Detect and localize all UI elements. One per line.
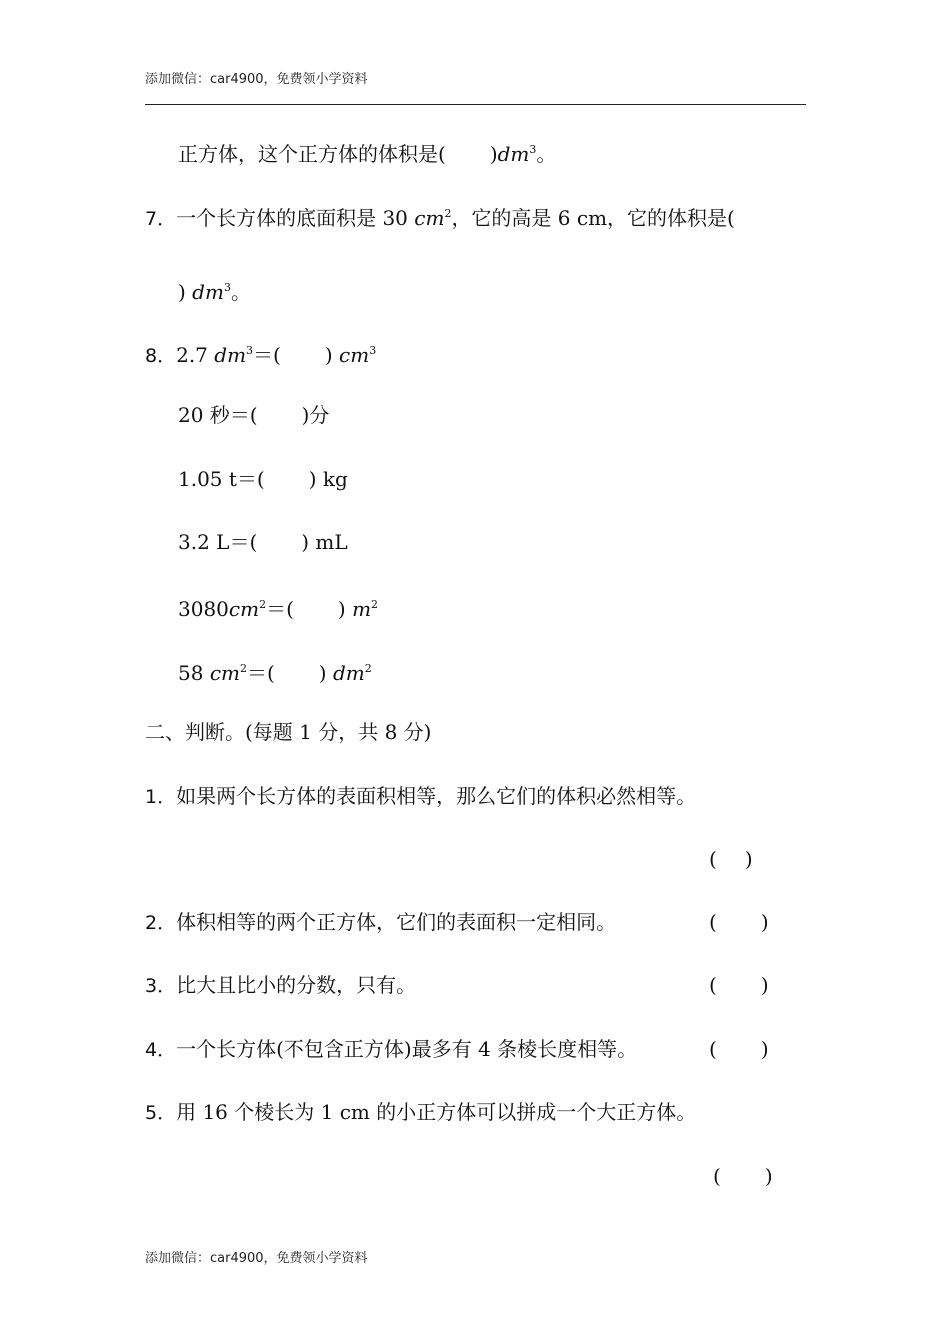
judge-item-2-answer[interactable]: ( ) [709,910,769,934]
page-header: 添加微信：car4900，免费领小学资料 [145,72,368,87]
judge-item-4-answer[interactable]: ( ) [709,1037,769,1061]
section-2-title: 二、判断。(每题 1 分，共 8 分) [145,720,432,744]
judge-item-3: 3．比大且比小的分数，只有。 [145,973,417,997]
question-8-line-5: $3080cm^2=$( ) $m^2$ [178,597,379,621]
question-7: 7．一个长方体的底面积是 30 $cm^2$，它的高是 6 cm，它的体积是( [145,206,735,230]
judge-item-1-answer[interactable]: ( ) [709,847,753,871]
judge-item-4: 4．一个长方体(不包含正方体)最多有 4 条棱长度相等。 [145,1037,638,1061]
question-7-cont: ) $dm^3$。 [178,280,251,304]
judge-item-5-answer[interactable]: ( ) [713,1164,773,1188]
judge-item-3-answer[interactable]: ( ) [709,973,769,997]
question-8-line-2: 20 秒＝( )分 [178,403,330,427]
question-8-line-1: 8．2.7 $dm^3=$( ) $cm^3$ [145,343,377,367]
judge-item-2: 2．体积相等的两个正方体，它们的表面积一定相同。 [145,910,617,934]
question-8-line-3: 1.05 t＝( ) kg [178,467,348,491]
q6-continuation: 正方体，这个正方体的体积是( )$dm^3$。 [178,142,557,166]
page-footer: 添加微信：car4900，免费领小学资料 [145,1251,368,1266]
question-8-line-6: 58 $cm^2=$( ) $dm^2$ [178,661,372,685]
judge-item-1: 1．如果两个长方体的表面积相等，那么它们的体积必然相等。 [145,784,697,808]
header-rule [145,104,806,105]
question-8-line-4: 3.2 L＝( ) mL [178,530,348,554]
judge-item-5: 5．用 16 个棱长为 1 cm 的小正方体可以拼成一个大正方体。 [145,1100,697,1124]
